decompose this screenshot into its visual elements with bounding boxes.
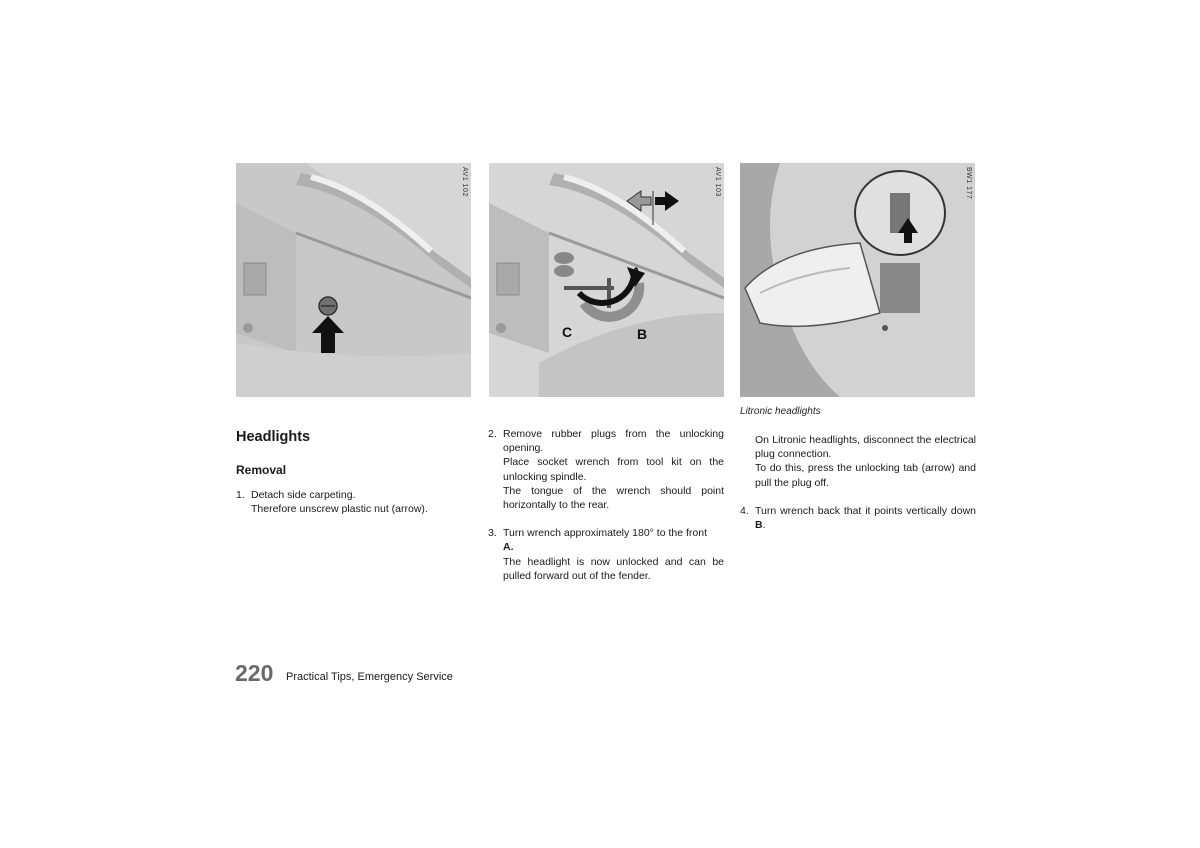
note-text: To do this, press the unlocking tab (arrow) and pull the plug off. — [755, 462, 976, 489]
figure-2-illustration — [489, 163, 724, 397]
column-1 — [236, 488, 456, 516]
page-heading: Headlights — [236, 429, 311, 445]
section-subheading: Removal — [236, 463, 287, 477]
figure-1-illustration — [236, 163, 471, 397]
step-text: Remove rubber plugs from the unlocking opening. — [503, 428, 724, 455]
step-number: 4. — [740, 504, 749, 517]
figure-code: AV1 102 — [461, 167, 468, 197]
step-number: 3. — [488, 527, 497, 540]
step-text: Turn wrench back that it points vertically down — [755, 504, 976, 517]
step-text: The headlight is now unlocked and can be pulled forward out of the fender. — [503, 555, 724, 582]
step-end: . — [762, 519, 766, 532]
step-text: Therefore unscrew plastic nut (arrow). — [251, 503, 428, 516]
note-text: On Litronic headlights, disconnect the electrical plug connection. — [755, 434, 976, 461]
footer-section: Practical Tips, Emergency Service — [286, 671, 453, 683]
label-a: A — [631, 264, 642, 280]
step-bold-letter: B — [755, 519, 763, 532]
figure-litronic — [740, 163, 975, 397]
step-number: 2. — [488, 428, 497, 440]
step-text: Place socket wrench from tool kit on the unlocking spindle. — [503, 456, 724, 483]
step-number: 1. — [236, 489, 245, 501]
step-4 — [740, 504, 976, 532]
step-text: Detach side carpeting. — [251, 489, 356, 501]
litronic-note — [740, 433, 976, 490]
step-2 — [488, 427, 724, 512]
step-text: The tongue of the wrench should point horizontally to the rear. — [503, 484, 724, 512]
step-text: A. — [503, 541, 514, 554]
figure-caption: Litronic headlights — [740, 406, 821, 417]
figure-plastic-nut — [236, 163, 471, 397]
figure-code: AV1 103 — [714, 167, 721, 197]
page-number: 220 — [235, 660, 274, 686]
column-2 — [488, 427, 724, 583]
label-b: B — [637, 326, 648, 342]
figure-socket-wrench — [489, 163, 724, 397]
step-3 — [488, 526, 724, 583]
figure-code: BW1 177 — [965, 167, 972, 200]
figure-3-illustration — [740, 163, 975, 397]
column-3 — [740, 433, 976, 532]
step-1 — [236, 488, 456, 516]
label-c: C — [562, 324, 573, 340]
step-text: Turn wrench approximately 180° to the front — [503, 527, 707, 540]
